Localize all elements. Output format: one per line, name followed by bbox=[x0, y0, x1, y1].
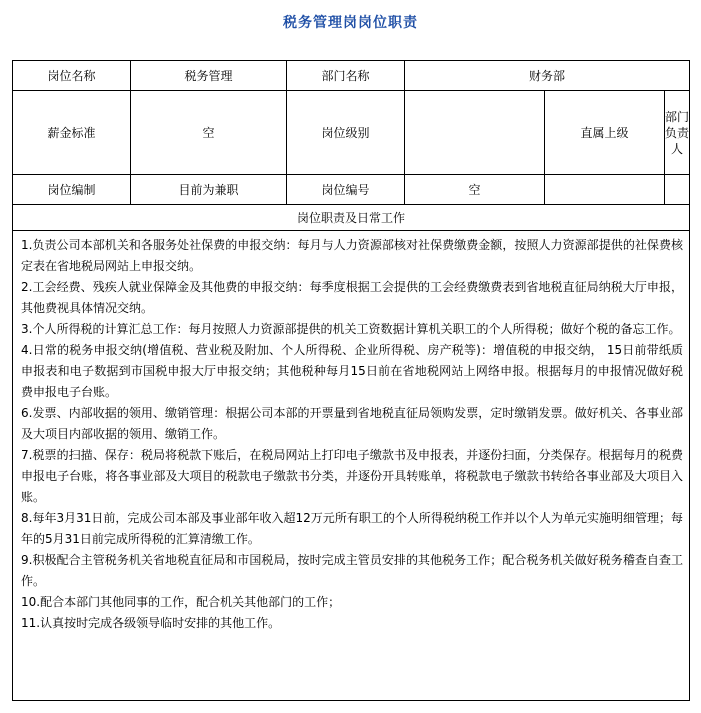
table-row bbox=[13, 231, 690, 701]
duty-item: 7.税票的扫描、保存：税局将税款下账后，在税局网站上打印电子缴款书及申报表，并逐份扫面，分类保存。根据每月的税费申报电子台账，将各事业部及大项目的税款电子缴款书分类，并逐份开具转账单，将税款电子缴款书转给各事业部及大项目入账。 bbox=[21, 448, 684, 504]
duty-item: 3.个人所得税的计算汇总工作：每月按照人力资源部提供的机关工资数据计算机关职工的个人所得税；做好个税的备忘工作。 bbox=[21, 322, 681, 336]
salary-value: 空 bbox=[131, 91, 287, 175]
duty-item: 9.积极配合主管税务机关省地税直征局和市国税局，按时完成主管员安排的其他税务工作；配合税务机关做好税务稽查自查工作。 bbox=[21, 553, 684, 588]
duty-item: 1.负责公司本部机关和各服务处社保费的申报交纳：每月与人力资源部核对社保费缴费金额，按照人力资源部提供的社保费核定表在省地税局网站上申报交纳。 bbox=[21, 238, 684, 273]
level-label: 岗位级别 bbox=[287, 91, 405, 175]
level-value bbox=[405, 91, 545, 175]
position-code-label: 岗位编号 bbox=[287, 175, 405, 205]
duty-item: 2.工会经费、残疾人就业保障金及其他费的申报交纳：每季度根据工会提供的工会经费缴费表到省地税直征局纳税大厅申报，其他费视具体情况交纳。 bbox=[21, 280, 684, 315]
duty-item: 11.认真按时完成各级领导临时安排的其他工作。 bbox=[21, 616, 281, 630]
job-description-table bbox=[12, 60, 690, 701]
empty-cell bbox=[545, 175, 665, 205]
duty-item: 10.配合本部门其他同事的工作，配合机关其他部门的工作； bbox=[21, 595, 341, 609]
empty-cell bbox=[665, 175, 690, 205]
department-label: 部门名称 bbox=[287, 61, 405, 91]
staffing-value: 目前为兼职 bbox=[131, 175, 287, 205]
salary-label: 薪金标准 bbox=[13, 91, 131, 175]
page-title: 税务管理岗岗位职责 bbox=[283, 15, 418, 31]
table-row bbox=[13, 205, 690, 231]
table-row bbox=[13, 175, 690, 205]
table-row bbox=[13, 61, 690, 91]
staffing-label: 岗位编制 bbox=[13, 175, 131, 205]
position-name-value: 税务管理 bbox=[131, 61, 287, 91]
superior-label: 直属上级 bbox=[545, 91, 665, 175]
department-value: 财务部 bbox=[405, 61, 690, 91]
duty-item: 4.日常的税务申报交纳(增值税、营业税及附加、个人所得税、企业所得税、房产税等)：增值税的申报交纳， 15日前带纸质申报表和电子数据到市国税申报大厅申报交纳；其他税种每月15日前在省地税网站上网络申报。根据每月的申报情况做好税费申报电子台账。 bbox=[21, 343, 684, 399]
duty-item: 8.每年3月31日前，完成公司本部及事业部年收入超12万元所有职工的个人所得税纳税工作并以个人为单元实施明细管理；每年的5月31日前完成所得税的汇算清缴工作。 bbox=[21, 511, 684, 546]
table-row bbox=[13, 91, 690, 175]
position-code-value: 空 bbox=[405, 175, 545, 205]
position-name-label: 岗位名称 bbox=[13, 61, 131, 91]
superior-value: 部门负责人 bbox=[665, 91, 690, 175]
duties-list bbox=[13, 231, 690, 701]
duties-heading: 岗位职责及日常工作 bbox=[13, 205, 690, 231]
duty-item: 6.发票、内部收据的领用、缴销管理：根据公司本部的开票量到省地税直征局领购发票，定时缴销发票。做好机关、各事业部及大项目内部收据的领用、缴销工作。 bbox=[21, 406, 684, 441]
